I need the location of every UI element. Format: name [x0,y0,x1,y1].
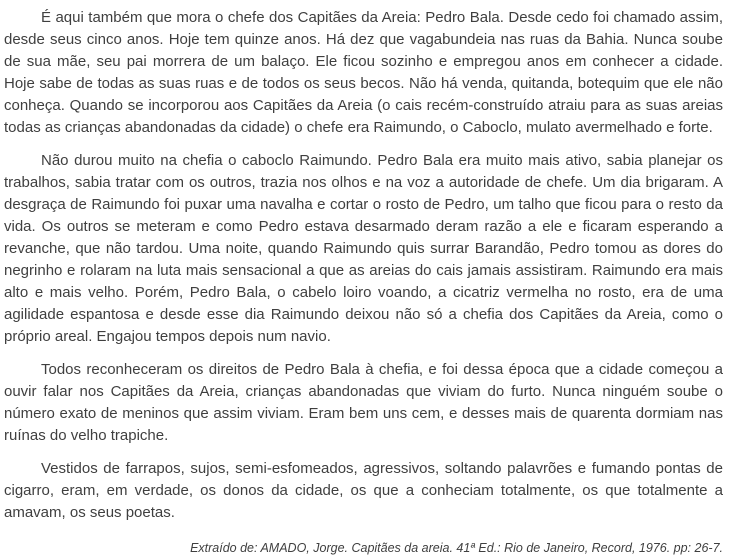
paragraph-3: Todos reconheceram os direitos de Pedro Bala à chefia, e foi dessa época que a cidade começou a ouvir falar nos Capitães da Areia, crianças abandonadas que viviam do furto. Nunca ninguém soube o número exato de meninos que assim viviam. Eram bem uns cem, e desses mais de quarenta dormiam nas ruínas do velho trapiche. [4,361,723,444]
citation-reference: Extraído de: AMADO, Jorge. Capitães da areia. 41ª Ed.: Rio de Janeiro, Record, 1976. pp: 26-7. [190,541,723,555]
paragraph-4: Vestidos de farrapos, sujos, semi-esfomeados, agressivos, soltando palavrões e fumando pontas de cigarro, eram, em verdade, os donos da cidade, os que a conheciam totalmente, os que totalmente a amavam, os seus poetas. [4,460,723,521]
paragraph-1: É aqui também que mora o chefe dos Capitães da Areia: Pedro Bala. Desde cedo foi chamado assim, desde seus cinco anos. Hoje tem quinze anos. Há dez que vagabundeia nas ruas da Bahia. Nunca soube de sua mãe, seu pai morrera de um balaço. Ele ficou sozinho e empregou anos em conhecer a cidade. Hoje sabe de todas as suas ruas e de todos os seus becos. Não há venda, quitanda, botequim que ele não conheça. Quando se incorporou aos Capitães da Areia (o cais recém-construído atraiu para as suas areias todas as crianças abandonadas da cidade) o chefe era Raimundo, o Caboclo, mulato avermelhado e forte. [4,9,723,136]
paragraph-2: Não durou muito na chefia o caboclo Raimundo. Pedro Bala era muito mais ativo, sabia planejar os trabalhos, sabia tratar com os outros, trazia nos olhos e na voz a autoridade de chefe. Um dia brigaram. A desgraça de Raimundo foi puxar uma navalha e cortar o rosto de Pedro, um talho que ficou para o resto da vida. Os outros se meteram e como Pedro estava desarmado deram razão a ele e ficaram esperando a revanche, que não tardou. Uma noite, quando Raimundo quis surrar Barandão, Pedro tomou as dores do negrinho e rolaram na luta mais sensacional a que as areias do cais jamais assistiram. Raimundo era mais alto e mais velho. Porém, Pedro Bala, o cabelo loiro voando, a cicatriz vermelha no rosto, era de uma agilidade espantosa e desde esse dia Raimundo deixou não só a chefia dos Capitães da Areia, como o próprio areal. Engajou tempos depois num navio. [4,152,723,345]
